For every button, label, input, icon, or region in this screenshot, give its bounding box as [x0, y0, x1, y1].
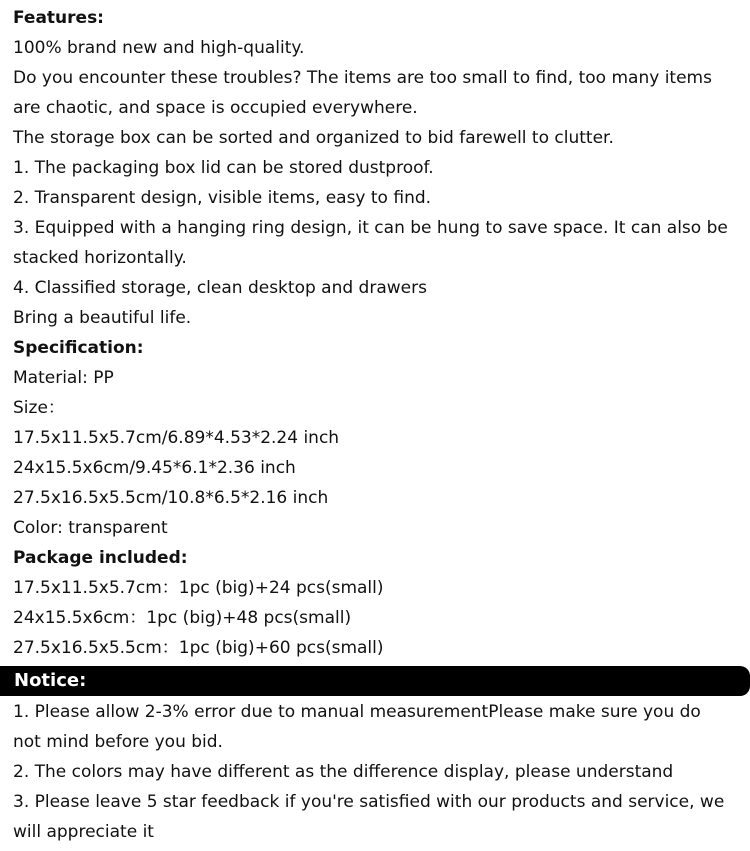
package-line: 27.5x16.5x5.5cm：1pc (big)+60 pcs(small) [13, 638, 384, 658]
notice-line: not mind before you bid. [13, 732, 223, 752]
notice-heading-bar: Notice: [0, 666, 750, 696]
features-heading: Features: [13, 8, 104, 28]
specification-line: 17.5x11.5x5.7cm/6.89*4.53*2.24 inch [13, 428, 340, 448]
specification-line: 27.5x16.5x5.5cm/10.8*6.5*2.16 inch [13, 488, 329, 508]
features-line: Bring a beautiful life. [13, 308, 192, 328]
notice-list [0, 697, 750, 847]
features-line: The storage box can be sorted and organized to bid farewell to clutter. [13, 128, 614, 148]
notice-line: 3. Please leave 5 star feedback if you're satisfied with our products and service, we [13, 792, 725, 812]
package-line: 17.5x11.5x5.7cm：1pc (big)+24 pcs(small) [13, 578, 384, 598]
package-line: 24x15.5x6cm：1pc (big)+48 pcs(small) [13, 608, 352, 628]
features-line: stacked horizontally. [13, 248, 187, 268]
features-line: 3. Equipped with a hanging ring design, it can be hung to save space. It can also be [13, 218, 728, 238]
specification-line: 24x15.5x6cm/9.45*6.1*2.36 inch [13, 458, 296, 478]
features-line: 2. Transparent design, visible items, easy to find. [13, 188, 432, 208]
specification-line: Material: PP [13, 368, 114, 388]
features-line: 100% brand new and high-quality. [13, 38, 305, 58]
package-heading: Package included: [13, 548, 188, 568]
features-line: 1. The packaging box lid can be stored dustproof. [13, 158, 434, 178]
specification-line: Size： [13, 398, 65, 418]
notice-line: 2. The colors may have different as the difference display, please understand [13, 762, 674, 782]
specification-heading: Specification: [13, 338, 144, 358]
features-line: Do you encounter these troubles? The items are too small to find, too many items [13, 68, 712, 88]
notice-line: 1. Please allow 2-3% error due to manual measurementPlease make sure you do [13, 702, 701, 722]
features-line: are chaotic, and space is occupied everywhere. [13, 98, 418, 118]
features-line: 4. Classified storage, clean desktop and drawers [13, 278, 427, 298]
specification-line: Color: transparent [13, 518, 168, 538]
notice-line: will appreciate it [13, 822, 154, 842]
